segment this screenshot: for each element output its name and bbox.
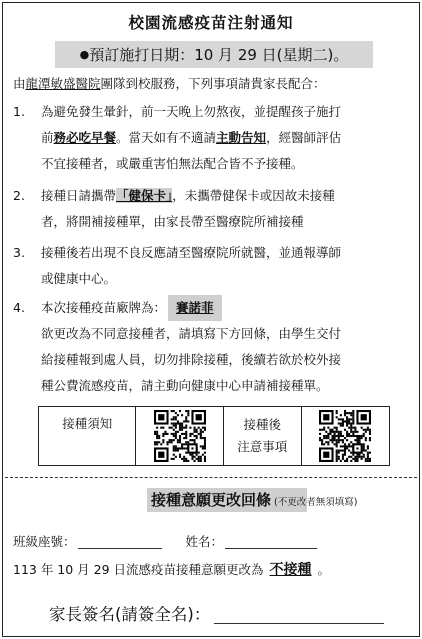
signature-field[interactable]	[214, 606, 384, 624]
text-run: 接種日請攜帶	[41, 188, 117, 203]
decline-choice: 不接種	[269, 562, 312, 578]
intro-text	[13, 75, 415, 93]
name-label: 姓名：	[185, 534, 224, 549]
item-number: 2.	[13, 188, 25, 203]
item-line	[41, 183, 417, 209]
reply-slip-title	[151, 489, 357, 510]
notice-item-3	[13, 240, 417, 292]
item-number: 4.	[13, 300, 25, 315]
notice-sheet	[2, 2, 420, 637]
aftercare-label-line: 接種後	[243, 417, 281, 432]
item-line: 給接種報到處人員，切勿排除接種，後續若欲於校外接	[41, 352, 342, 367]
vaccination-guide-label: 接種須知	[62, 416, 113, 431]
notice-item-2	[13, 183, 417, 235]
item-line: 者，將開補接種單，由家長帶至醫療院所補接種	[41, 214, 304, 229]
qr-code-table	[38, 406, 390, 466]
notice-item-4	[13, 295, 417, 399]
item-line: 為避免發生暈針，前一天晚上勿熬夜，並提醒孩子施打	[41, 104, 342, 119]
item-line: 或健康中心。	[41, 271, 117, 286]
consent-change-text: 113 年 10 月 29 日流感疫苗接種意願更改為	[13, 562, 264, 577]
vaccination-date-banner	[55, 41, 373, 68]
qr-image-cell	[302, 407, 390, 465]
consent-change-row	[13, 559, 330, 579]
qr-image-cell	[136, 407, 224, 465]
class-seat-label: 班級座號：	[13, 534, 76, 549]
item-number: 1.	[13, 104, 25, 119]
item-line	[41, 295, 417, 321]
bullet-icon: ●	[79, 48, 90, 61]
signature-label: 家長簽名(請簽全名)：	[49, 605, 211, 624]
student-info-row	[13, 532, 317, 550]
text-run: 。當天如有不適請	[116, 130, 217, 145]
reply-title-note: (不更改者無須填寫)	[274, 497, 358, 508]
vaccine-brand: 賽諾菲	[168, 295, 222, 321]
item-line	[41, 125, 417, 151]
emphasis-report: 主動告知	[216, 130, 267, 145]
emphasis-health-card: 「健保卡」	[116, 188, 173, 203]
qr-label-cell	[224, 407, 302, 465]
emphasis-breakfast: 務必吃早餐	[53, 130, 117, 145]
aftercare-label-line: 注意事項	[237, 439, 288, 454]
consent-change-end: 。	[317, 562, 331, 577]
qr-code-icon[interactable]	[319, 410, 371, 462]
signature-row	[49, 601, 384, 625]
cut-line-divider	[5, 477, 417, 478]
intro-post: 團隊到校服務，下列事項請貴家長配合：	[100, 76, 326, 91]
text-run: 前	[41, 130, 54, 145]
vaccination-date: 預訂施打日期：10 月 29 日(星期二)。	[89, 46, 349, 64]
aftercare-label	[237, 414, 287, 458]
name-field[interactable]	[225, 535, 317, 549]
class-seat-field[interactable]	[78, 535, 162, 549]
item-line: 種公費流感疫苗，請主動向健康中心申請補接種單。	[41, 378, 329, 393]
text-run: ，未攜帶健保卡或因故未接種	[172, 188, 335, 203]
item-number: 3.	[13, 245, 25, 260]
item-line: 接種後若出現不良反應請至醫療院所就醫，並通報導師	[41, 245, 342, 260]
notice-item-1	[13, 99, 417, 177]
text-run: 本次接種疫苗廠牌為：	[41, 300, 167, 315]
reply-title-text: 接種意願更改回條	[151, 491, 272, 509]
hospital-name: 龍潭敏盛醫院	[25, 76, 101, 91]
intro-pre: 由	[13, 76, 26, 91]
notice-title: 校園流感疫苗注射通知	[128, 14, 294, 32]
item-line: 不宜接種者，或嚴重害怕無法配合皆不予接種。	[41, 156, 304, 171]
qr-label-cell	[39, 407, 136, 465]
item-line: 欲更改為不同意接種者，請填寫下方回條，由學生交付	[41, 326, 342, 341]
text-run: ，經醫師評估	[266, 130, 342, 145]
qr-code-icon[interactable]	[154, 410, 206, 462]
